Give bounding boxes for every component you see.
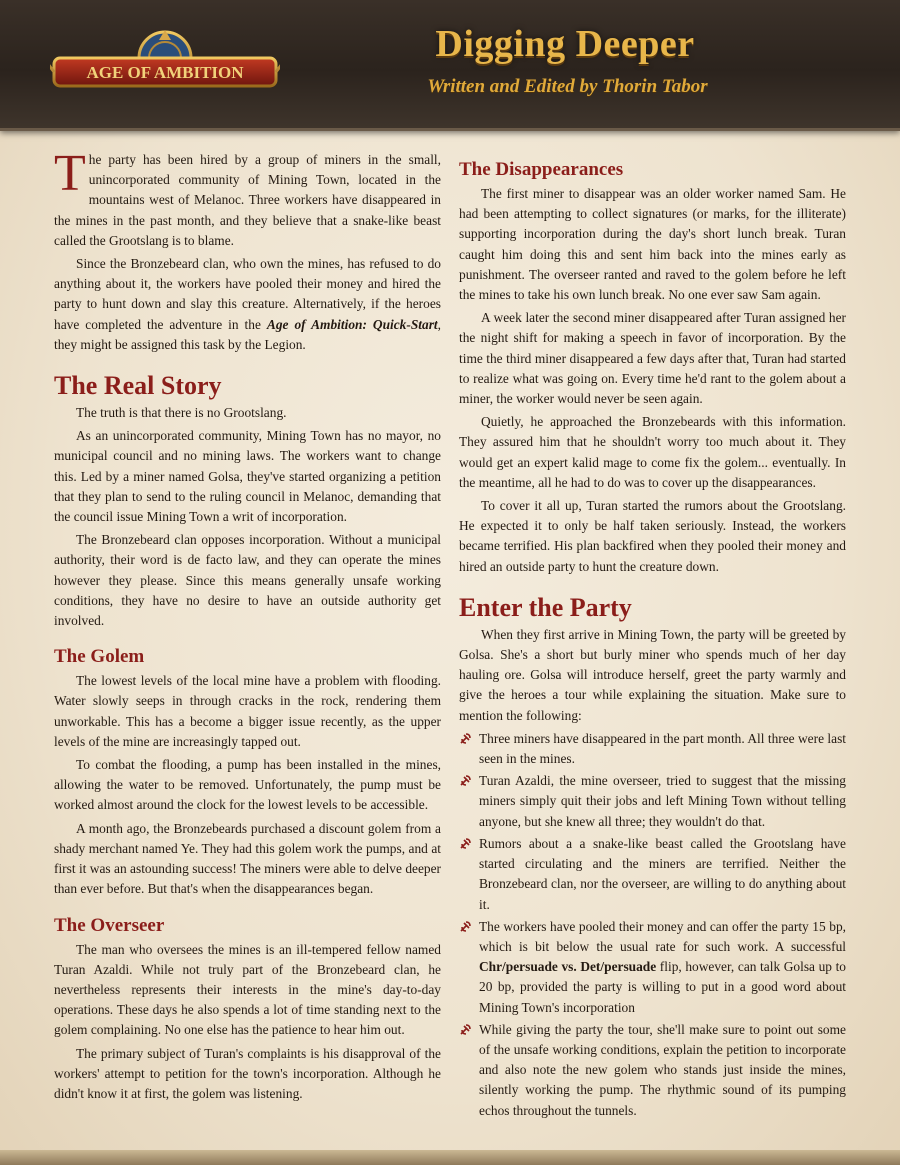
- flourish-bullet-icon: [459, 774, 472, 787]
- flourish-bullet-icon: [459, 837, 472, 850]
- heading-enter-party: Enter the Party: [459, 592, 632, 622]
- page-title: Digging Deeper: [435, 23, 695, 65]
- overseer-p1: The man who oversees the mines is an ill-tempered fellow named Turan Azaldi. While not truly part of the Bronzebeard clan, he nevertheless represents their interests in the mine's day-to-day operations. These days he also spends a lot of time standing next to the golem complaining. No one else has the patience to hear him out.: [54, 941, 441, 1038]
- list-item: Three miners have disappeared in the part month. All three were last seen in the mines.: [459, 729, 846, 769]
- mention-list: [459, 729, 846, 1121]
- disappearances-p4: To cover it all up, Turan started the rumors about the Grootslang. He expected it to only be half taken seriously. Instead, the workers became terrified. His plan backfired when they pooled their money and hired an outside party to hunt the creature down.: [459, 498, 846, 574]
- quick-start-title: Age of Ambition: Quick-Start: [266, 316, 438, 332]
- golem-p1: The lowest levels of the local mine have a problem with flooding. Water slowly seeps in through cracks in the rock, rendering them unworkable. This has a become a bigger issue recently, as the upper levels of the mine are increasingly tapped out.: [54, 673, 441, 749]
- flourish-bullet-icon: [459, 1023, 472, 1036]
- real-story-p1: The truth is that there is no Grootslang.: [76, 405, 287, 421]
- list-item: Rumors about a a snake-like beast called the Grootslang have started circulating and the miners are terrified. Neither the Bronzebeard clan, nor the overseer, are willing to do anything about it.: [459, 834, 846, 915]
- golem-p2: To combat the flooding, a pump has been installed in the mines, allowing the water to be removed. Unfortunately, the pump must be worked almost around the clock for the lowest levels to be accessible.: [54, 757, 441, 813]
- flourish-bullet-icon: [459, 732, 472, 745]
- heading-golem: The Golem: [54, 646, 145, 668]
- real-story-p3: The Bronzebeard clan opposes incorporation. Without a municipal authority, their word is de facto law, and they can operate the mines however they please. Since this means generally unsafe working conditions, they have no desire to have an outside authority get involved.: [54, 532, 441, 629]
- intro-paragraph-1: [54, 145, 441, 251]
- intro-p2-a: Since the Bronzebeard clan, who own the mines, has refused to do anything about it, the workers have pooled their money and hired the party to hunt down and slay this creature. Alternatively, if the heroes have completed the adventure in the: [54, 256, 441, 332]
- overseer-p2: The primary subject of Turan's complaints is his disapproval of the workers' attempt to petition for the town's incorporation. Although he didn't know it at first, the golem was listening.: [54, 1045, 441, 1101]
- list-item: While giving the party the tour, she'll make sure to point out some of the unsafe working conditions, explain the petition to incorporate and also note the new golem who stands just inside the mines, silently working the pump. The rhythmic sound of its pumping echos throughout the tunnels.: [459, 1020, 846, 1121]
- real-story-p2: As an unincorporated community, Mining Town has no mayor, no municipal council and no mining laws. The workers want to change this. Led by a miner named Golsa, they've started organizing a petition that they plan to send to the ruling council in Melanoc, demanding that the council issue Mining Town a writ of incorporation.: [54, 428, 441, 525]
- golem-p3: A month ago, the Bronzebeards purchased a discount golem from a shady merchant named Ye. They had this golem work the pumps, and at first it was an astounding success! The miners were able to delve deeper than ever before. But that's when the disappearances began.: [54, 820, 441, 897]
- enter-party-p1: When they first arrive in Mining Town, the party will be greeted by Golsa. She's a short but burly miner who spends much of her day hauling ore. Golsa will introduce herself, greet the party warmly and give the heroes a tour while explaining the situation. Make sure to mention the following:: [459, 626, 846, 723]
- drop-cap: T: [54, 145, 86, 202]
- heading-overseer: The Overseer: [54, 914, 165, 936]
- left-column: [54, 145, 441, 1107]
- list-item: Turan Azaldi, the mine overseer, tried to suggest that the missing miners simply quit their jobs and left Mining Town without telling anyone, but she knew all three; they wouldn't do that.: [459, 771, 846, 832]
- heading-disappearances: The Disappearances: [459, 159, 624, 180]
- flip-check-text: Chr/persuade vs. Det/persuade: [479, 959, 657, 975]
- intro-paragraph-2: [54, 254, 441, 355]
- page-subtitle: Written and Edited by Thorin Tabor: [427, 76, 708, 97]
- bottom-border: [0, 1150, 900, 1165]
- list-item: The workers have pooled their money and can offer the party 15 bp, which is bit below the usual rate for such work. A successful Chr/persuade vs. Det/persuade flip, however, can talk Golsa up to 20 bp, provided the party is willing to put in a good word about Mining Town's incorporation: [459, 917, 846, 1018]
- disappearances-p3: Quietly, he approached the Bronzebeards with this information. They assured him that he shouldn't worry too much about it. They would get an expert kalid mage to come fix the golem... eventually. In the meantime, all he had to do was to cover up the disappearances.: [459, 414, 846, 490]
- intro-p2-b: , they might be assigned this task by the Legion.: [54, 316, 441, 352]
- page-header: [0, 0, 900, 131]
- intro-p1-text: he party has been hired by a group of miners in the small, unincorporated community of Mining Town, located in the mountains west of Melanoc. Three workers have disappeared in the mines in the past month, and they believe that a snake-like beast called the Grootslang is to blame.: [54, 152, 441, 248]
- age-of-ambition-logo: [50, 28, 280, 96]
- heading-real-story: The Real Story: [54, 371, 222, 401]
- flourish-bullet-icon: [459, 920, 472, 933]
- disappearances-p2: A week later the second miner disappeared after Turan assigned her the night shift for making a speech in favor of incorporation. By the time the third miner disappeared a few days after that, Turan had started to realize what was going on. Every time he'd rant to the golem about a miner, the worker would never be seen again.: [459, 310, 846, 407]
- logo-text: AGE OF AMBITION: [86, 63, 244, 82]
- right-column: [459, 158, 846, 1123]
- disappearances-p1: The first miner to disappear was an older worker named Sam. He had been attempting to collect signatures (or marks, for the illiterate) supporting incorporation during the day's short lunch break. Turan caught him doing this and sent him back into the mines early as punishment. The overseer ranted and raved to the golem before he left the mines to take his own lunch break. No one ever saw Sam again.: [459, 186, 846, 303]
